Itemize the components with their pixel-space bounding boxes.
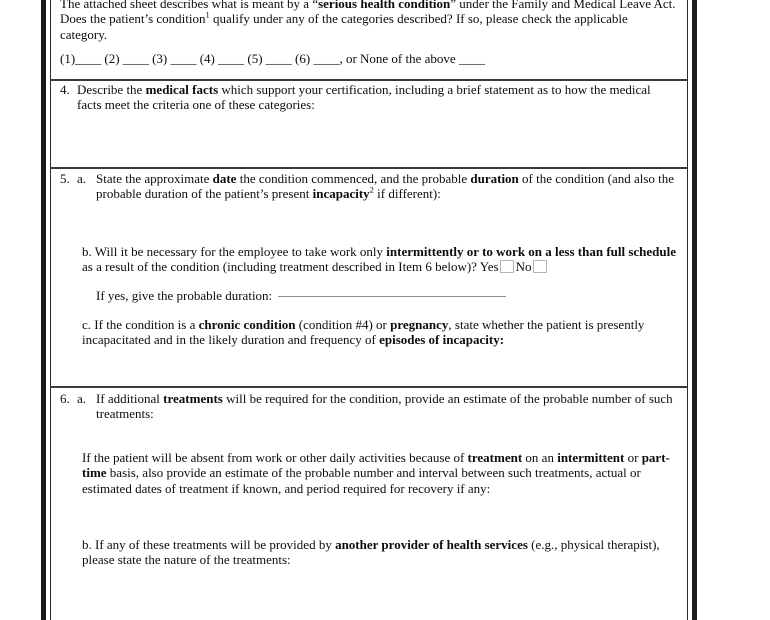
serious-condition-line2-pre: Does the patient’s condition [60, 11, 206, 27]
item-5b-yes-label: Yes [479, 259, 499, 275]
item-5a-post: if different): [373, 186, 441, 202]
item-5b-followup-text [96, 288, 678, 303]
item-6a-letter: a. [77, 391, 87, 406]
item-5b-followup-block [60, 288, 678, 303]
item-5a-letter: a. [77, 171, 87, 186]
item-4-answer-area[interactable] [50, 120, 688, 121]
item-4-text-pre: Describe the [77, 82, 146, 97]
divider-above-item-5 [50, 167, 688, 169]
item-6a-para2-text [82, 450, 678, 496]
serious-condition-line2-post: qualify under any of the categories described? If so, please check the applicable category. [60, 11, 628, 42]
item-6a-answer-area[interactable] [50, 428, 688, 429]
item-5a-row [60, 171, 678, 202]
category-checklist-blanks[interactable]: (1)____ (2) ____ (3) ____ (4) ____ (5) ____ (6) ____, or None of the above ____ [60, 51, 485, 66]
item-5c-letter: c. [82, 317, 92, 332]
item-6a-para2-mid1: on an [522, 450, 558, 465]
item-5b-block [60, 244, 678, 275]
section-item-5 [50, 171, 688, 202]
item-5b-no-label: No [515, 259, 532, 275]
item-5a-mid2: of the condition (and also the probable duration of the patient’s present [96, 171, 675, 202]
item-6-number: 6. [60, 391, 70, 406]
item-5c-text [82, 317, 678, 348]
item-6a-para2-post: basis, also provide an estimate of the probable number and interval between such treatments, actual or estimated dates of treatment if known, and period required for recovery if any: [82, 465, 641, 496]
item-5b-post: as a result of the condition (including treatment described in Item 6 below)? [82, 259, 480, 275]
item-6a-para2-answer-area[interactable] [50, 505, 688, 506]
scan-edge-left [41, 0, 46, 620]
item-6a-body [96, 391, 678, 422]
item-6b-pre: If any of these treatments will be provided by [95, 537, 336, 552]
item-6b-post: (e.g., physical therapist), please state the nature of the treatments: [82, 537, 660, 568]
section-item-6a-para2 [50, 450, 688, 496]
item-6a-pre: If additional [96, 391, 164, 406]
section-item-5b-followup [50, 288, 688, 303]
item-6a-para2-mid2: or [624, 450, 642, 465]
medical-facts-term: medical facts [145, 82, 219, 97]
episodes-of-incapacity-term: episodes of incapacity: [379, 332, 505, 348]
section-item-6 [50, 391, 688, 422]
duration-term: duration [470, 171, 519, 186]
item-6a-para2-block [60, 450, 678, 496]
chronic-condition-term: chronic condition [198, 317, 296, 332]
item-6b-text [82, 537, 678, 568]
section-item-5c [50, 317, 688, 348]
date-term: date [212, 171, 237, 186]
item-5a-mid1: the condition commenced, and the probable [236, 171, 471, 186]
item-5b-yes-checkbox[interactable] [500, 260, 514, 273]
part-time-term: part-time [82, 450, 670, 481]
item-6b-block [60, 537, 678, 568]
category-checklist-row[interactable] [50, 51, 688, 66]
item-5c-answer-area[interactable] [50, 352, 688, 353]
serious-health-condition-term: serious health condition [318, 0, 451, 11]
serious-condition-line1 [60, 0, 678, 11]
item-6a-para2-pre: If the patient will be absent from work or other daily activities because of [82, 450, 468, 465]
item-5a-answer-area[interactable] [50, 210, 688, 211]
divider-above-item-6 [50, 386, 688, 388]
serious-condition-line1-pre: The attached sheet describes what is meant by a “ [60, 0, 319, 11]
item-6a-row [60, 391, 678, 422]
treatments-term: treatments [163, 391, 223, 406]
intermittent-term: intermittent [557, 450, 625, 465]
item-4-text-post: which support your certification, including a brief statement as to how the medical facts meet the criteria one of these categories: [77, 82, 651, 113]
item-4-body [77, 82, 678, 113]
item-5c-pre: If the condition is a [94, 317, 199, 332]
pregnancy-term: pregnancy [390, 317, 449, 332]
item-5a-pre: State the approximate [96, 171, 213, 186]
treatment-term: treatment [467, 450, 523, 465]
item-5a-body [96, 171, 678, 202]
item-5b-text [82, 244, 678, 275]
serious-condition-line2 [60, 11, 678, 42]
section-item-6b [50, 537, 688, 568]
footnote-marker-2: 2 [369, 184, 374, 195]
item-5b-letter: b. [82, 244, 92, 259]
item-4-row [60, 82, 678, 113]
item-5b-duration-input-line[interactable] [278, 296, 506, 297]
intermittent-schedule-term: intermittently or to work on a less than full schedule [386, 244, 677, 259]
item-6b-answer-area[interactable] [50, 575, 688, 576]
item-5c-block [60, 317, 678, 348]
another-provider-term: another provider of health services [335, 537, 528, 552]
section-item-5b [50, 244, 688, 275]
item-5-number: 5. [60, 171, 70, 186]
item-5b-pre: Will it be necessary for the employee to take work only [94, 244, 387, 259]
item-5c-mid1: (condition #4) or [295, 317, 391, 332]
item-5b-followup-label: If yes, give the probable duration: [96, 288, 273, 303]
section-item-4 [50, 82, 688, 113]
item-6a-post: will be required for the condition, provide an estimate of the probable number of such treatments: [96, 391, 673, 422]
item-4-number: 4. [60, 82, 70, 97]
serious-condition-line1-post: ” under the Family and Medical Leave Act. [450, 0, 676, 11]
item-5b-no-checkbox[interactable] [533, 260, 547, 273]
incapacity-term: incapacity [312, 186, 370, 202]
divider-above-item-4 [50, 79, 688, 81]
scan-edge-right [692, 0, 697, 620]
section-serious-health-condition [50, 0, 688, 42]
item-6b-letter: b. [82, 537, 92, 552]
footnote-marker-1: 1 [205, 9, 210, 20]
item-5c-mid2: , state whether the patient is presently incapacitated and in the likely duration and frequency of [82, 317, 645, 348]
